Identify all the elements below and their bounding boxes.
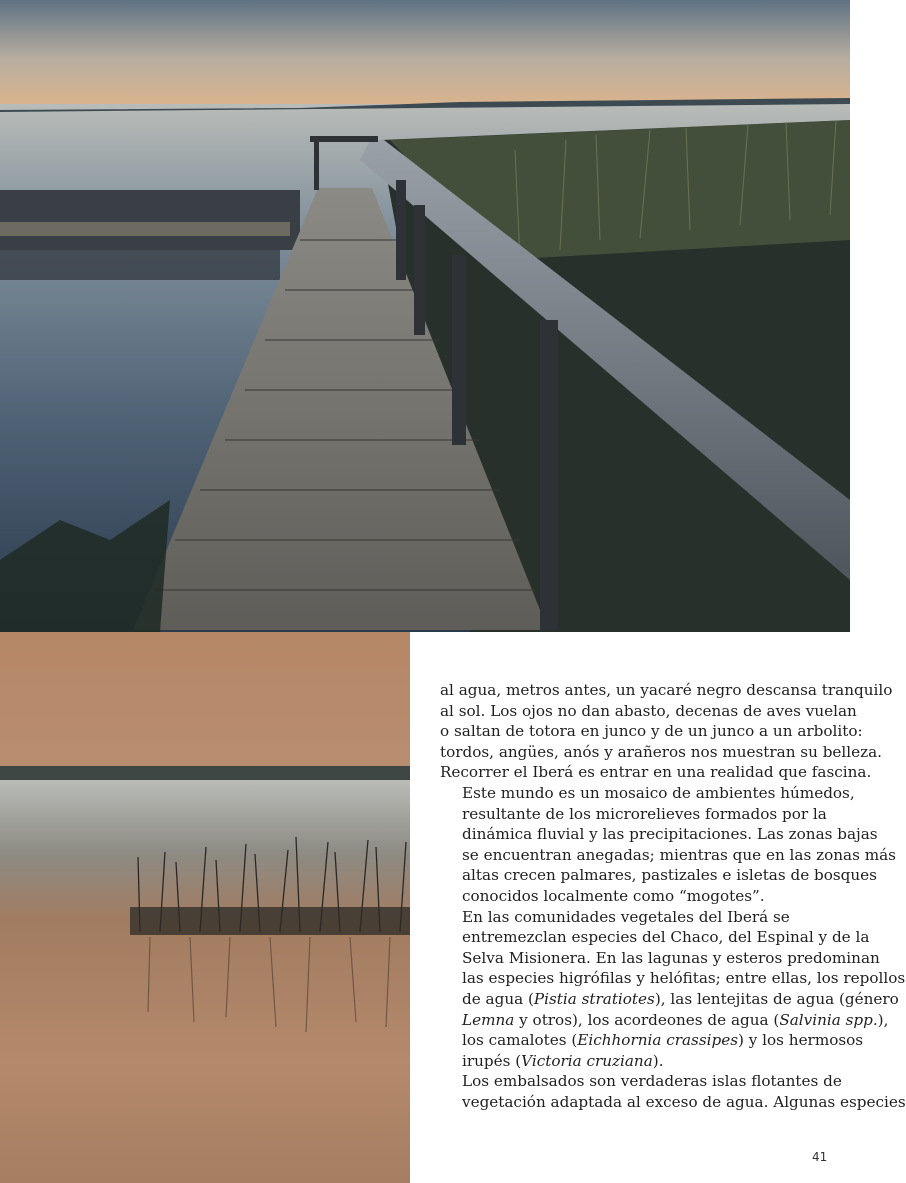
text-line	[440, 804, 827, 825]
text-line	[440, 1030, 864, 1051]
text-segment: y otros), los acordeones de agua (	[514, 1010, 780, 1029]
text-line	[440, 886, 822, 907]
species-name: Salvinia spp.	[779, 1010, 878, 1029]
text-line	[440, 721, 863, 742]
text-line	[440, 1071, 842, 1092]
text-line	[440, 783, 855, 804]
text-line	[440, 865, 877, 886]
text-segment: entremezclan especies del Chaco, del Espinal y de la	[462, 928, 870, 947]
species-name: Pistia stratiotes	[533, 989, 655, 1008]
text-line	[440, 968, 906, 989]
text-segment: los camalotes (	[462, 1031, 578, 1050]
text-segment: irupés (	[462, 1051, 522, 1070]
reeds-illustration	[0, 632, 410, 1183]
species-name: Victoria cruziana	[521, 1051, 653, 1070]
article-paragraph	[440, 907, 906, 1072]
text-segment: tordos, angües, anós y arañeros nos muestran su belleza.	[440, 742, 883, 761]
page-number: 41	[812, 1150, 828, 1164]
text-line	[440, 680, 893, 701]
text-segment: ) y los hermosos	[738, 1031, 864, 1050]
text-line	[440, 845, 896, 866]
article-body	[440, 680, 906, 1112]
text-segment: vegetación adaptada al exceso de agua. Algunas especies	[462, 1092, 906, 1111]
text-line	[440, 948, 880, 969]
article-paragraph	[440, 1071, 906, 1112]
text-segment: o saltan de totora en junco y de un junco a un arbolito:	[440, 722, 863, 741]
text-segment: Este mundo es un mosaico de ambientes húmedos,	[462, 783, 855, 802]
text-line	[440, 1010, 889, 1031]
text-segment: al agua, metros antes, un yacaré negro descansa tranquilo	[440, 681, 893, 699]
lagoon-reeds-sunset-photo	[0, 632, 410, 1183]
text-segment: altas crecen palmares, pastizales e isletas de bosques	[462, 866, 877, 885]
text-segment: ), las lentejitas de agua (género	[654, 989, 899, 1008]
text-segment: las especies higrófilas y helófitas; entre ellas, los repollos	[462, 969, 906, 988]
text-segment: Los embalsados son verdaderas islas flotantes de	[462, 1072, 842, 1091]
text-line	[440, 742, 883, 763]
text-line	[440, 701, 857, 722]
text-segment: resultante de los microrelieves formados por la	[462, 804, 827, 823]
text-segment: conocidos localmente como “mogotes”.	[462, 886, 765, 905]
text-line	[440, 907, 822, 928]
text-line	[440, 1051, 822, 1072]
text-line	[440, 824, 878, 845]
text-segment: de agua (	[462, 989, 534, 1008]
article-paragraph	[440, 680, 893, 783]
text-line	[440, 927, 870, 948]
species-name: Eichhornia crassipes	[577, 1031, 738, 1050]
text-line	[440, 1092, 906, 1113]
text-line	[440, 762, 872, 783]
text-segment: Selva Misionera. En las lagunas y esteros predominan	[462, 948, 880, 967]
text-segment: Recorrer el Iberá es entrar en una realidad que fascina.	[440, 763, 872, 782]
text-segment: se encuentran anegadas; mientras que en las zonas más	[462, 845, 896, 864]
text-line	[440, 989, 899, 1010]
text-segment: ).	[652, 1051, 664, 1070]
species-name: Lemna	[462, 1010, 515, 1029]
text-segment: ),	[877, 1010, 889, 1029]
text-segment: dinámica fluvial y las precipitaciones. Las zonas bajas	[462, 825, 878, 844]
text-segment: En las comunidades vegetales del Iberá se	[462, 907, 790, 926]
text-segment: al sol. Los ojos no dan abasto, decenas de aves vuelan	[440, 701, 857, 720]
article-paragraph	[440, 783, 896, 907]
